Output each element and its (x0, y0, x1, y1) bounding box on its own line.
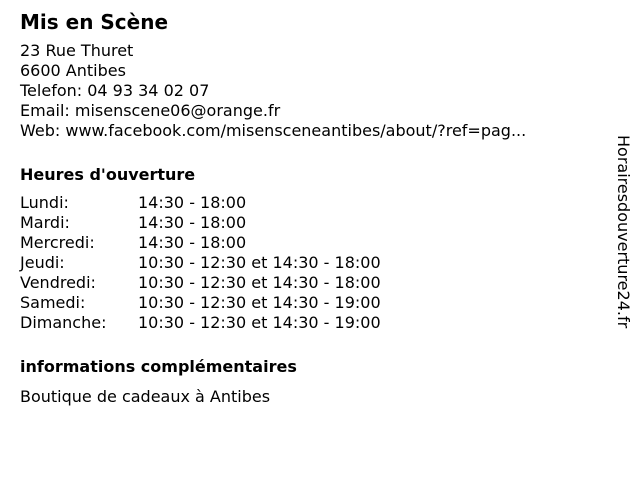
time-range: 10:30 - 12:30 et 14:30 - 18:00 (138, 273, 381, 292)
business-card (20, 10, 600, 407)
time-range: 14:30 - 18:00 (138, 233, 247, 252)
day-label: Jeudi: (20, 253, 65, 272)
hours-row-jeudi (20, 253, 600, 273)
opening-hours-heading: Heures d'ouverture (20, 165, 196, 184)
additional-info-heading: informations complémentaires (20, 357, 297, 376)
opening-hours-table (20, 193, 600, 333)
hours-row-dimanche (20, 313, 600, 333)
website-line: Web: www.facebook.com/misensceneantibes/about/?ref=pag... (20, 121, 527, 140)
day-label: Mardi: (20, 213, 70, 232)
time-range: 10:30 - 12:30 et 14:30 - 19:00 (138, 293, 381, 312)
time-range: 14:30 - 18:00 (138, 193, 247, 212)
site-watermark: Horairesdouverture24.fr (614, 135, 633, 329)
business-name: Mis en Scène (20, 10, 169, 34)
additional-info-text: Boutique de cadeaux à Antibes (20, 387, 271, 406)
time-range: 10:30 - 12:30 et 14:30 - 19:00 (138, 313, 381, 332)
hours-row-mardi (20, 213, 600, 233)
address-city: 6600 Antibes (20, 61, 126, 80)
address-street: 23 Rue Thuret (20, 41, 134, 60)
phone-line: Telefon: 04 93 34 02 07 (20, 81, 210, 100)
email-line: Email: misenscene06@orange.fr (20, 101, 281, 120)
day-label: Mercredi: (20, 233, 95, 252)
day-label: Vendredi: (20, 273, 96, 292)
time-range: 14:30 - 18:00 (138, 213, 247, 232)
hours-row-vendredi (20, 273, 600, 293)
hours-row-samedi (20, 293, 600, 313)
hours-row-mercredi (20, 233, 600, 253)
day-label: Lundi: (20, 193, 69, 212)
day-label: Dimanche: (20, 313, 107, 332)
time-range: 10:30 - 12:30 et 14:30 - 18:00 (138, 253, 381, 272)
day-label: Samedi: (20, 293, 86, 312)
hours-row-lundi (20, 193, 600, 213)
